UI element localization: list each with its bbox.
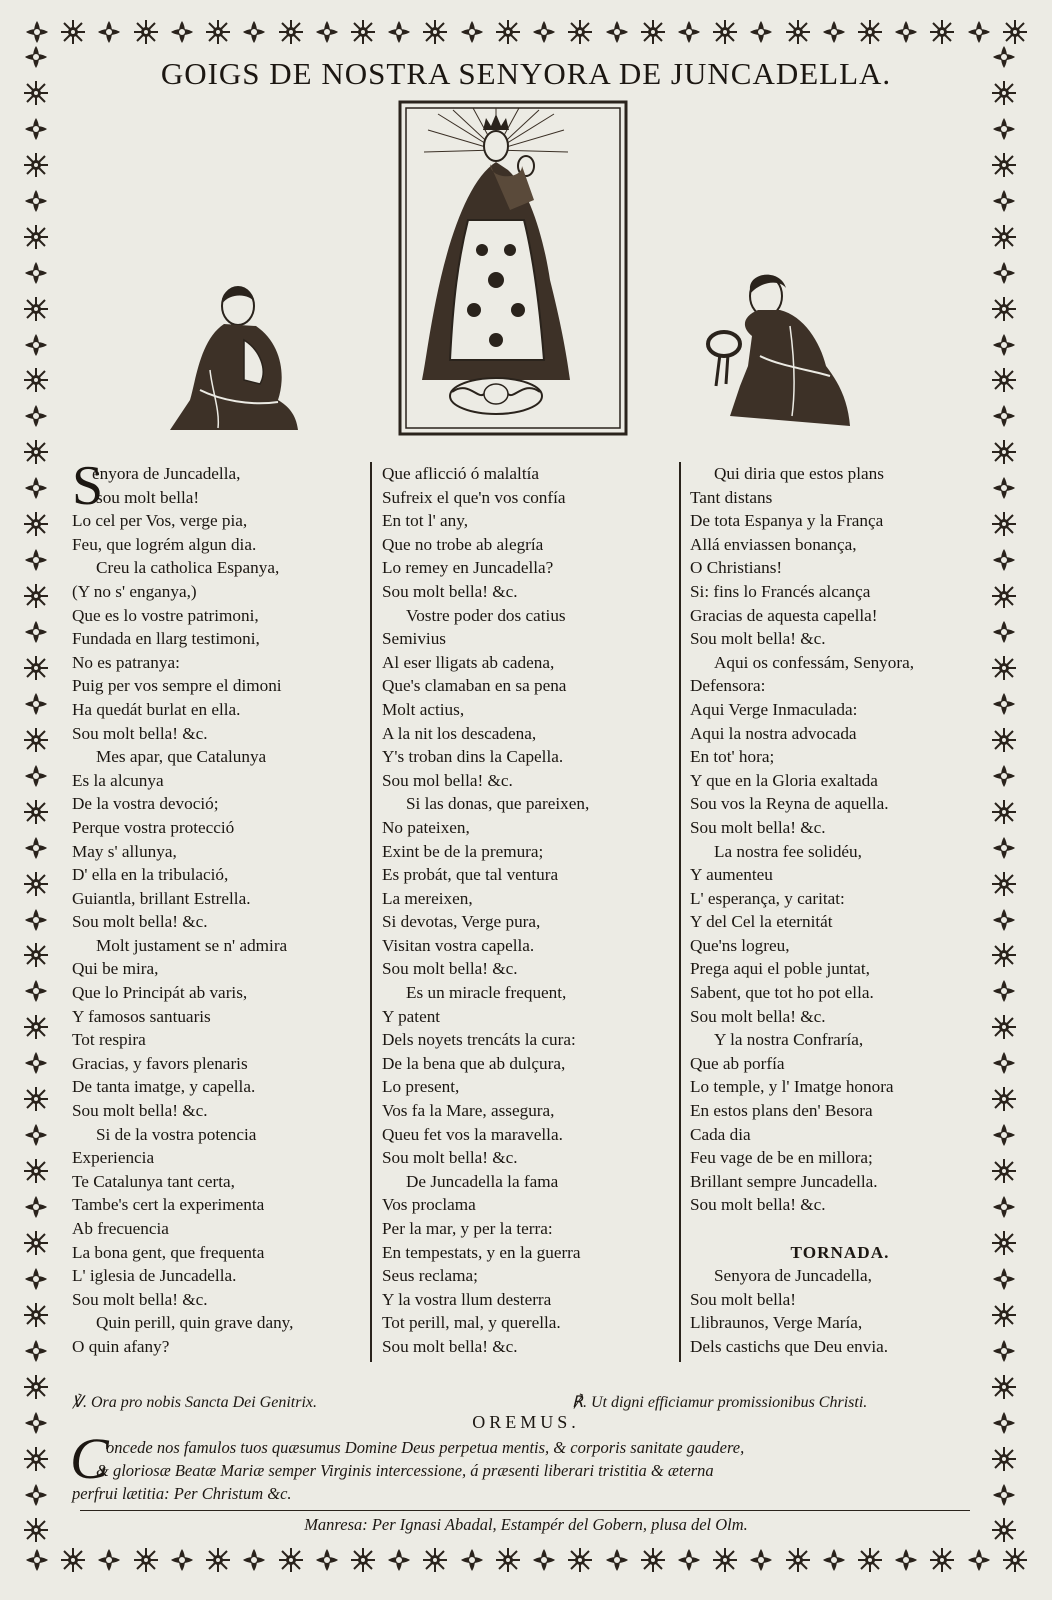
imprint-rule [80, 1510, 970, 1511]
verse-line: Que lo Principát ab varis, [72, 983, 248, 1003]
bottom-ornamental-border [24, 1546, 1028, 1574]
verse-line: D' ella en la tribulació, [72, 865, 229, 885]
verse-column-3 [690, 462, 990, 1359]
ornament-icon [712, 1547, 738, 1573]
ornament-icon [991, 1338, 1017, 1364]
verse-line: Gracias, y favors plenaris [72, 1053, 248, 1073]
verse-line: (Y no s' enganya,) [72, 581, 197, 601]
ornament-icon [23, 1050, 49, 1076]
verse-line: Sou molt bella! &c. [72, 1101, 208, 1121]
ornament-icon [169, 19, 195, 45]
verse-line: Per la mar, y per la terra: [382, 1219, 553, 1238]
verse-line: Y que en la Gloria exaltada [690, 770, 878, 790]
response: ℟. Ut digni efficiamur promissionibus Christi. [572, 1394, 868, 1411]
page-title: GOIGS DE NOSTRA SENYORA DE JUNCADELLA. [160, 56, 892, 91]
verse-line: Que'ns logreu, [690, 935, 790, 955]
ornament-icon [278, 19, 304, 45]
ornament-icon [929, 19, 955, 45]
verse-line: Semivius [382, 629, 446, 649]
ornament-icon [23, 188, 49, 214]
verse-line: Sou molt bella! &c. [690, 817, 826, 837]
ornament-icon [23, 799, 49, 825]
ornament-icon [991, 763, 1017, 789]
verse-line: Y patent [382, 1006, 441, 1026]
ornament-icon [23, 1194, 49, 1220]
ornament-icon [314, 1547, 340, 1573]
verse-line: Si las donas, que pareixen, [406, 794, 590, 814]
ornament-icon [23, 1446, 49, 1472]
verse-line: Sou mol bella! &c. [382, 770, 513, 790]
verse-line: Seus reclama; [382, 1266, 478, 1286]
ornament-icon [23, 511, 49, 537]
verse-line: Feu, que logrém algun dia. [72, 534, 257, 554]
verse-line: La bona gent, que frequenta [72, 1242, 265, 1262]
ornament-icon [604, 1547, 630, 1573]
ornament-icon [991, 871, 1017, 897]
prayer-line: & gloriosæ Beatæ Mariæ semper Virginis intercessione, á præsenti liberari tristitia & æterna [96, 1461, 714, 1480]
ornament-icon [23, 835, 49, 861]
verse-line: Defensora: [690, 676, 766, 696]
ornament-icon [459, 19, 485, 45]
verse-dropcap: S [72, 455, 104, 517]
ornament-icon [991, 942, 1017, 968]
ornament-icon [857, 1547, 883, 1573]
verse-line: Sou molt bella! &c. [72, 912, 208, 932]
ornament-icon [785, 19, 811, 45]
verse-line: Qui diria que estos plans [714, 464, 884, 483]
ornament-icon [567, 1547, 593, 1573]
column-divider [370, 462, 372, 1362]
verse-line: Sou molt bella! &c. [382, 1336, 518, 1356]
ornament-icon [60, 1547, 86, 1573]
ornament-icon [991, 1374, 1017, 1400]
ornament-icon [23, 1086, 49, 1112]
verse-line: Vostre poder dos catius [406, 605, 566, 625]
verse-line: Es probát, que tal ventura [382, 865, 559, 885]
ornament-icon [991, 475, 1017, 501]
verse-line: Qui be mira, [72, 959, 159, 979]
verse-line: Visitan vostra capella. [382, 935, 535, 955]
verse-line: Y la nostra Confraría, [714, 1030, 864, 1050]
verse-line: Ab frecuencia [72, 1219, 169, 1238]
ornament-icon [991, 1050, 1017, 1076]
verse-column-1 [72, 462, 362, 1359]
ornament-icon [531, 1547, 557, 1573]
verse-line: En tot l' any, [382, 511, 468, 531]
verse-line: Molt justament se n' admira [96, 935, 288, 955]
verse-line: Que aflicció ó malaltía [382, 464, 540, 483]
ornament-icon [23, 1482, 49, 1508]
verse-line: Ha quedát burlat en ella. [72, 699, 241, 719]
ornament-icon [23, 1230, 49, 1256]
verse-line: Que no trobe ab alegría [382, 534, 544, 554]
verse-line: De la bena que ab dulçura, [382, 1053, 566, 1073]
versicle: ℣. Ora pro nobis Sancta Dei Genitrix. [72, 1394, 317, 1411]
ornament-icon [991, 1266, 1017, 1292]
ornament-icon [24, 19, 50, 45]
verse-line: sou molt bella! [96, 487, 200, 507]
ornament-icon [23, 296, 49, 322]
ornament-icon [23, 475, 49, 501]
ornament-icon [991, 1446, 1017, 1472]
ornament-icon [785, 1547, 811, 1573]
verse-line: Tant distans [690, 487, 773, 507]
column-divider [679, 462, 681, 1362]
ornament-icon [991, 907, 1017, 933]
ornament-icon [748, 19, 774, 45]
ornament-icon [23, 763, 49, 789]
ornament-icon [23, 978, 49, 1004]
ornament-icon [991, 655, 1017, 681]
ornament-icon [23, 907, 49, 933]
ornament-icon [23, 583, 49, 609]
ornament-icon [23, 260, 49, 286]
verse-line: Tambe's cert la experimenta [72, 1195, 265, 1215]
left-ornamental-border [22, 44, 50, 1544]
ornament-icon [821, 1547, 847, 1573]
ornament-icon [23, 152, 49, 178]
prayer-line: perfrui lætitia: Per Christum &c. [72, 1484, 292, 1503]
kneeling-figure-right-woodcut [700, 266, 860, 446]
ornament-icon [386, 1547, 412, 1573]
ornament-icon [23, 403, 49, 429]
ornament-icon [23, 691, 49, 717]
verse-line: Sufreix el que'n vos confía [382, 487, 566, 507]
verse-line: No pateixen, [382, 817, 470, 837]
ornament-icon [23, 116, 49, 142]
ornament-icon [23, 1338, 49, 1364]
ornament-icon [23, 942, 49, 968]
verse-line: Brillant sempre Juncadella. [690, 1171, 878, 1191]
ornament-icon [24, 1547, 50, 1573]
verse-line: Sabent, que tot ho pot ella. [690, 983, 874, 1003]
verse-line: Prega aqui el poble juntat, [690, 959, 870, 979]
verse-line: Sou molt bella! &c. [382, 959, 518, 979]
ornament-icon [23, 1122, 49, 1148]
verse-line: Es un miracle frequent, [406, 983, 567, 1003]
verse-line: No es patranya: [72, 652, 180, 672]
ornament-icon [1002, 19, 1028, 45]
verse-line: Que's clamaban en sa pena [382, 676, 567, 696]
ornament-icon [422, 19, 448, 45]
ornament-icon [929, 1547, 955, 1573]
verse-line: Dels noyets trencáts la cura: [382, 1030, 576, 1050]
verse-line: Y la vostra llum desterra [382, 1289, 552, 1309]
verse-line: Fundada en llarg testimoni, [72, 629, 260, 649]
ornament-icon [133, 1547, 159, 1573]
ornament-icon [241, 1547, 267, 1573]
ornament-icon [991, 152, 1017, 178]
ornament-icon [748, 1547, 774, 1573]
ornament-icon [96, 1547, 122, 1573]
ornament-icon [893, 1547, 919, 1573]
verse-line: May s' allunya, [72, 841, 177, 861]
ornament-icon [23, 655, 49, 681]
ornament-icon [991, 583, 1017, 609]
ornament-icon [531, 19, 557, 45]
ornament-icon [991, 116, 1017, 142]
ornament-icon [991, 367, 1017, 393]
verse-line: En tot' hora; [690, 747, 775, 767]
verse-line: Sou vos la Reyna de aquella. [690, 794, 889, 814]
verse-line: Que ab porfía [690, 1053, 785, 1073]
verse-line: De la vostra devoció; [72, 794, 219, 814]
ornament-icon [991, 727, 1017, 753]
ornament-icon [857, 19, 883, 45]
verse-line: Aqui os confessám, Senyora, [714, 652, 915, 672]
printer-imprint: Manresa: Per Ignasi Abadal, Estampér del Gobern, plusa del Olm. [304, 1515, 748, 1534]
ornament-icon [96, 19, 122, 45]
verse-line: Allá enviassen bonança, [690, 534, 857, 554]
ornament-icon [23, 547, 49, 573]
verse-line: Lo temple, y l' Imatge honora [690, 1077, 894, 1097]
verse-line: Quin perill, quin grave dany, [96, 1313, 294, 1333]
verse-line: Gracias de aquesta capella! [690, 605, 878, 625]
verse-line: Tot respira [72, 1030, 146, 1050]
tornada-heading: TORNADA. [790, 1242, 890, 1262]
ornament-icon [604, 19, 630, 45]
verse-line: Creu la catholica Espanya, [96, 558, 280, 578]
ornament-icon [991, 1122, 1017, 1148]
right-ornamental-border [990, 44, 1018, 1544]
ornament-icon [991, 296, 1017, 322]
ornament-icon [991, 547, 1017, 573]
verse-line: Es la alcunya [72, 770, 164, 790]
verse-line: L' iglesia de Juncadella. [72, 1266, 237, 1286]
verse-line: Exint be de la premura; [382, 841, 544, 861]
ornament-icon [712, 19, 738, 45]
prayer-text [72, 1436, 970, 1505]
ornament-icon [676, 19, 702, 45]
verse-line: enyora de Juncadella, [92, 464, 241, 483]
verse-column-2 [382, 462, 667, 1359]
verse-line: Lo remey en Juncadella? [382, 558, 554, 578]
ornament-icon [991, 835, 1017, 861]
verse-line: Queu fet vos la maravella. [382, 1124, 563, 1144]
ornament-icon [350, 19, 376, 45]
ornament-icon [966, 1547, 992, 1573]
ornament-icon [23, 1158, 49, 1184]
verse-line: La mereixen, [382, 888, 473, 908]
ornament-icon [991, 224, 1017, 250]
verse-line: Y aumenteu [690, 865, 773, 885]
verse-line: O quin afany? [72, 1336, 170, 1356]
ornament-icon [676, 1547, 702, 1573]
ornament-icon [314, 19, 340, 45]
ornament-icon [991, 978, 1017, 1004]
verse-line: Aqui la nostra advocada [690, 723, 857, 743]
ornament-icon [23, 1014, 49, 1040]
verse-line: Sou molt bella! &c. [690, 1195, 826, 1215]
ornament-icon [60, 19, 86, 45]
verse-line: Senyora de Juncadella, [714, 1266, 872, 1286]
ornament-icon [893, 19, 919, 45]
verse-line: Cada dia [690, 1124, 751, 1144]
ornament-icon [23, 1374, 49, 1400]
ornament-icon [991, 619, 1017, 645]
verse-line: La nostra fee solidéu, [714, 841, 862, 861]
ornament-icon [640, 1547, 666, 1573]
verse-line: Sou molt bella! &c. [72, 723, 208, 743]
ornament-icon [966, 19, 992, 45]
verse-line: Te Catalunya tant certa, [72, 1171, 235, 1191]
ornament-icon [991, 691, 1017, 717]
ornament-icon [205, 1547, 231, 1573]
ornament-icon [241, 19, 267, 45]
verse-line: Y's troban dins la Capella. [382, 747, 564, 767]
verse-line: Vos proclama [382, 1195, 476, 1215]
ornament-icon [991, 403, 1017, 429]
verse-line: De Juncadella la fama [406, 1171, 559, 1191]
ornament-icon [23, 871, 49, 897]
ornament-icon [991, 1482, 1017, 1508]
ornament-icon [133, 19, 159, 45]
ornament-icon [23, 619, 49, 645]
verse-line: En estos plans den' Besora [690, 1101, 873, 1121]
ornament-icon [1002, 1547, 1028, 1573]
verse-line: Lo cel per Vos, verge pia, [72, 511, 248, 531]
ornament-icon [991, 188, 1017, 214]
kneeling-figure-left-woodcut [160, 280, 310, 445]
ornament-icon [23, 1266, 49, 1292]
verse-line: Sou molt bella! &c. [72, 1289, 208, 1309]
verse-line: O Christians! [690, 558, 783, 578]
verse-line: Que es lo vostre patrimoni, [72, 605, 259, 625]
prayer-line: oncede nos famulos tuos quæsumus Domine Deus perpetua mentis, & corporis sanitate gaudere, [106, 1438, 745, 1457]
ornament-icon [991, 1014, 1017, 1040]
ornament-icon [386, 19, 412, 45]
ornament-icon [991, 439, 1017, 465]
verse-line: Guiantla, brillant Estrella. [72, 888, 251, 908]
verse-line: Experiencia [72, 1148, 155, 1168]
ornament-icon [23, 439, 49, 465]
verse-line: A la nit los descadena, [382, 723, 537, 743]
ornament-icon [991, 260, 1017, 286]
ornament-icon [205, 19, 231, 45]
verse-line: Aqui Verge Inmaculada: [690, 699, 858, 719]
ornament-icon [169, 1547, 195, 1573]
top-ornamental-border [24, 18, 1028, 46]
verse-line: Y del Cel la eternitát [690, 912, 833, 932]
verse-line: Sou molt bella! &c. [382, 581, 518, 601]
ornament-icon [991, 332, 1017, 358]
verse-line: Lo present, [382, 1077, 460, 1097]
ornament-icon [278, 1547, 304, 1573]
ornament-icon [640, 19, 666, 45]
ornament-icon [23, 332, 49, 358]
verse-line: Sou molt bella! &c. [382, 1148, 518, 1168]
verse-line: Molt actius, [382, 699, 465, 719]
verse-line: Si devotas, Verge pura, [382, 912, 541, 932]
verse-line: Perque vostra protecció [72, 817, 235, 837]
ornament-icon [991, 1302, 1017, 1328]
verse-line: En tempestats, y en la guerra [382, 1242, 581, 1262]
verse-line: Si: fins lo Francés alcança [690, 581, 871, 601]
verse-line: Puig per vos sempre el dimoni [72, 676, 282, 696]
verse-line: Sou molt bella! &c. [690, 629, 826, 649]
verse-line: Llibraunos, Verge María, [690, 1313, 863, 1333]
oremus-heading: OREMUS. [472, 1412, 580, 1432]
ornament-icon [991, 1194, 1017, 1220]
ornament-icon [23, 1302, 49, 1328]
ornament-icon [567, 19, 593, 45]
ornament-icon [23, 367, 49, 393]
ornament-icon [991, 1230, 1017, 1256]
verse-line: Y famosos santuaris [72, 1006, 211, 1026]
ornament-icon [23, 224, 49, 250]
ornament-icon [991, 1086, 1017, 1112]
verse-line: De tanta imatge, y capella. [72, 1077, 256, 1097]
ornament-icon [991, 799, 1017, 825]
ornament-icon [991, 1158, 1017, 1184]
verse-line: Feu vage de be en millora; [690, 1148, 873, 1168]
ornament-icon [821, 19, 847, 45]
ornament-icon [350, 1547, 376, 1573]
verse-line: Si de la vostra potencia [96, 1124, 257, 1144]
ornament-icon [495, 1547, 521, 1573]
verse-line [690, 1217, 990, 1241]
verse-line: Vos fa la Mare, assegura, [382, 1101, 555, 1121]
prayer-dropcap: C [70, 1426, 109, 1491]
verse-line: L' esperança, y caritat: [690, 888, 845, 908]
ornament-icon [991, 511, 1017, 537]
ornament-icon [459, 1547, 485, 1573]
ornament-icon [422, 1547, 448, 1573]
verse-line: Al eser lligats ab cadena, [382, 652, 555, 672]
ornament-icon [23, 727, 49, 753]
verse-line: Dels castichs que Deu envia. [690, 1336, 889, 1356]
verse-line: Tot perill, mal, y querella. [382, 1313, 561, 1333]
virgin-of-juncadella-woodcut [398, 100, 628, 436]
verse-line: Sou molt bella! [690, 1289, 796, 1309]
verse-line: Mes apar, que Catalunya [96, 747, 267, 767]
verse-line: Sou molt bella! &c. [690, 1006, 826, 1026]
verse-line: De tota Espanya y la França [690, 511, 884, 531]
ornament-icon [495, 19, 521, 45]
